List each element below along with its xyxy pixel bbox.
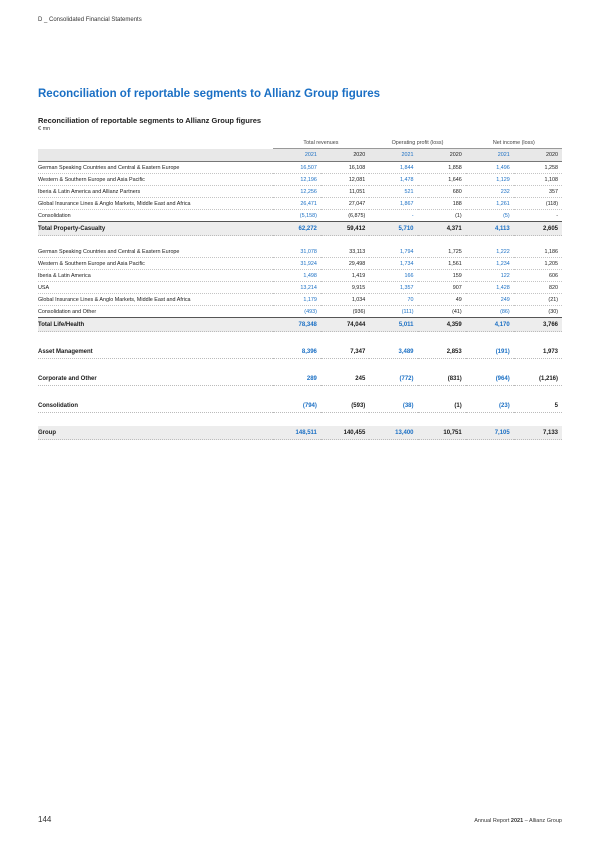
year-header: 2021 (273, 149, 321, 162)
page-header: D _ Consolidated Financial Statements (38, 17, 142, 23)
year-header: 2021 (369, 149, 417, 162)
table-row: USA 13,214 9,915 1,357 907 1,428 820 (38, 282, 562, 294)
row-corporate-and-other: Corporate and Other 289 245 (772) (831) (964) (1,216) (38, 372, 562, 386)
total-row-life-health: Total Life/Health 78,348 74,044 5,011 4,359 4,170 3,766 (38, 318, 562, 332)
year-header: 2020 (418, 149, 466, 162)
column-group-operating-profit: Operating profit (loss) (369, 138, 465, 149)
page-title: Reconciliation of reportable segments to Allianz Group figures (38, 88, 381, 100)
year-header: 2020 (514, 149, 562, 162)
row-group-total: Group 148,511 140,455 13,400 10,751 7,105 7,133 (38, 426, 562, 440)
segments-table (38, 138, 562, 440)
table-row: Western & Southern Europe and Asia Pacific 31,924 29,498 1,734 1,561 1,234 1,205 (38, 258, 562, 270)
page-footer (474, 818, 562, 824)
footer-year: 2021 (510, 818, 524, 824)
page-number: 144 (38, 815, 52, 824)
footer-company: – Allianz Group (524, 818, 562, 824)
footer-report: Annual Report (474, 818, 510, 824)
table-row: Global Insurance Lines & Anglo Markets, Middle East and Africa 26,471 27,047 1,867 188 1,261 (118) (38, 198, 562, 210)
table-row: German Speaking Countries and Central & Eastern Europe 31,078 33,113 1,794 1,725 1,222 1,186 (38, 246, 562, 258)
column-group-header-row (38, 138, 562, 149)
row-consolidation: Consolidation (794) (593) (38) (1) (23) 5 (38, 399, 562, 413)
unit-label: € mn (38, 126, 51, 132)
year-header: 2020 (321, 149, 369, 162)
table-row: Iberia & Latin America 1,498 1,419 166 159 122 606 (38, 270, 562, 282)
table-row: Consolidation and Other (493) (936) (111) (41) (86) (30) (38, 306, 562, 318)
table-title: Reconciliation of reportable segments to Allianz Group figures (38, 116, 262, 125)
table-row: Iberia & Latin America and Allianz Partners 12,256 11,051 521 680 232 357 (38, 186, 562, 198)
total-row-property-casualty: Total Property-Casualty 62,272 59,412 5,710 4,371 4,113 2,605 (38, 222, 562, 236)
table-row: German Speaking Countries and Central & Eastern Europe 16,507 16,108 1,844 1,858 1,496 1,258 (38, 162, 562, 174)
year-header-row (38, 149, 562, 162)
column-group-total-revenues: Total revenues (273, 138, 370, 149)
column-group-net-income: Net income (loss) (466, 138, 562, 149)
row-asset-management: Asset Management 8,396 7,347 3,489 2,853 (191) 1,973 (38, 345, 562, 359)
table-row: Global Insurance Lines & Anglo Markets, Middle East and Africa 1,179 1,034 70 49 249 (21) (38, 294, 562, 306)
year-header: 2021 (466, 149, 514, 162)
table-row: Western & Southern Europe and Asia Pacific 12,196 12,081 1,478 1,646 1,129 1,108 (38, 174, 562, 186)
table-row: Consolidation (5,158) (6,875) - (1) (5) - (38, 210, 562, 222)
